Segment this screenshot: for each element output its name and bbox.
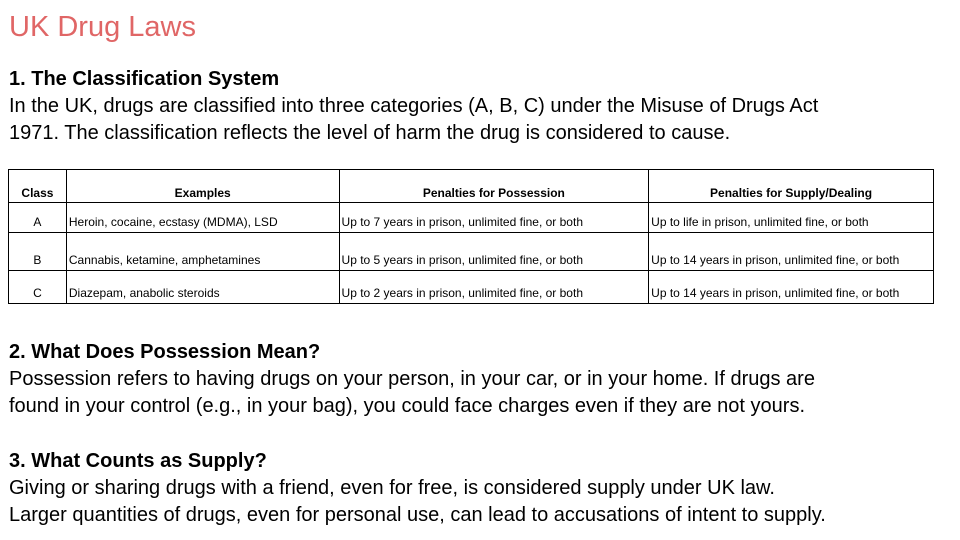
cell-possession: Up to 5 years in prison, unlimited fine, or both	[339, 233, 649, 271]
table-row	[9, 203, 934, 233]
cell-supply: Up to 14 years in prison, unlimited fine, or both	[649, 233, 934, 271]
section-heading-supply: 3. What Counts as Supply?	[9, 450, 267, 472]
text-line: Possession refers to having drugs on your person, in your car, or in your home. If drugs are	[9, 368, 815, 390]
section-text-classification	[9, 93, 818, 147]
header-examples: Examples	[66, 170, 339, 203]
table-header-row	[9, 170, 934, 203]
text-line: Giving or sharing drugs with a friend, even for free, is considered supply under UK law.	[9, 477, 775, 499]
text-line: 1971. The classification reflects the level of harm the drug is considered to cause.	[9, 122, 731, 144]
cell-class: B	[9, 233, 67, 271]
text-line: In the UK, drugs are classified into three categories (A, B, C) under the Misuse of Drugs Act	[9, 95, 819, 117]
cell-class: C	[9, 271, 67, 304]
text-line: found in your control (e.g., in your bag), you could face charges even if they are not yours.	[9, 395, 806, 417]
cell-possession: Up to 7 years in prison, unlimited fine, or both	[339, 203, 649, 233]
header-supply: Penalties for Supply/Dealing	[649, 170, 934, 203]
table-row	[9, 233, 934, 271]
table-row	[9, 271, 934, 304]
cell-supply: Up to life in prison, unlimited fine, or both	[649, 203, 934, 233]
cell-examples: Heroin, cocaine, ecstasy (MDMA), LSD	[66, 203, 339, 233]
section-heading-possession: 2. What Does Possession Mean?	[9, 341, 321, 363]
cell-examples: Cannabis, ketamine, amphetamines	[66, 233, 339, 271]
cell-class: A	[9, 203, 67, 233]
cell-examples: Diazepam, anabolic steroids	[66, 271, 339, 304]
drug-classification-table	[8, 169, 934, 304]
text-line: Larger quantities of drugs, even for personal use, can lead to accusations of intent to supply.	[9, 504, 826, 526]
header-class: Class	[9, 170, 67, 203]
cell-possession: Up to 2 years in prison, unlimited fine, or both	[339, 271, 649, 304]
page-title: UK Drug Laws	[9, 11, 196, 43]
section-text-possession	[9, 366, 815, 420]
cell-supply: Up to 14 years in prison, unlimited fine, or both	[649, 271, 934, 304]
header-possession: Penalties for Possession	[339, 170, 649, 203]
section-text-supply	[9, 475, 826, 529]
section-heading-classification: 1. The Classification System	[9, 68, 280, 90]
